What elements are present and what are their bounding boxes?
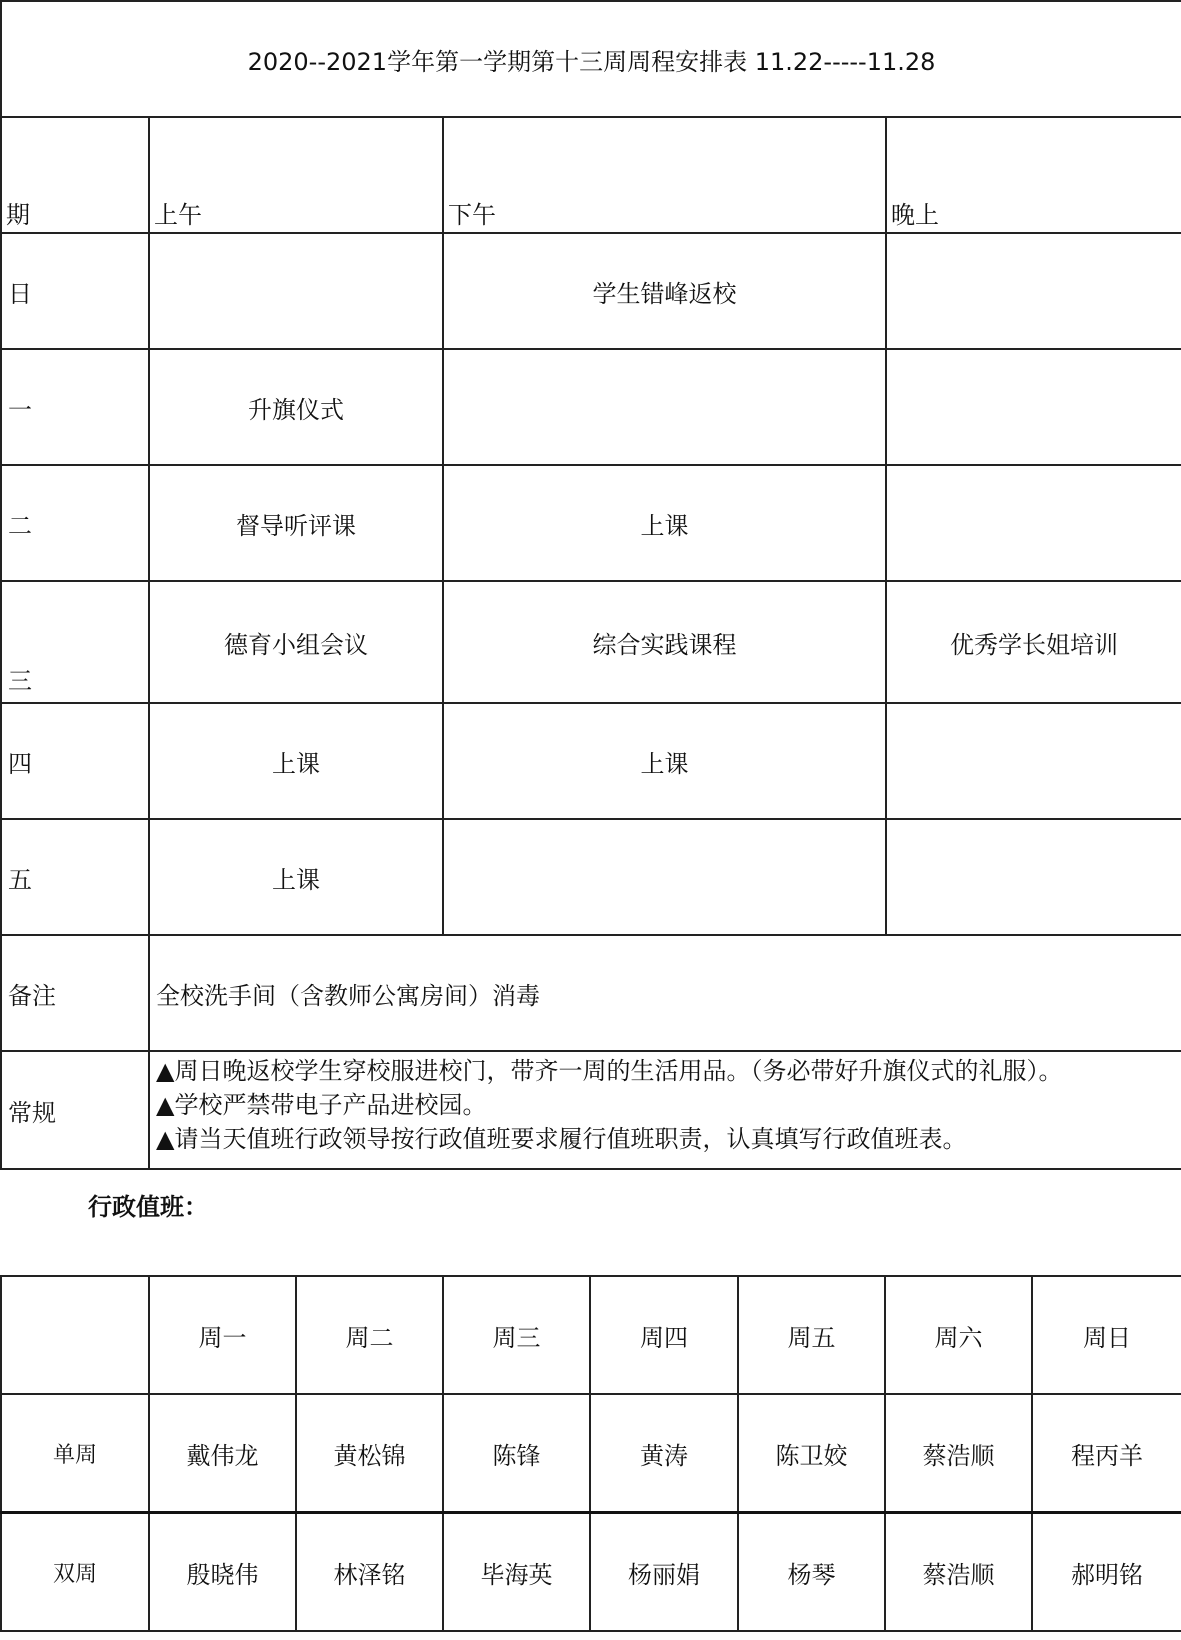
evening-event: [886, 233, 1181, 349]
morning-event: 升旗仪式: [149, 349, 443, 465]
day-row-wednesday: [1, 581, 1181, 703]
rule-item: ▲学校严禁带电子产品进校园。: [156, 1091, 487, 1119]
remarks-row: [1, 935, 1181, 1051]
rule-item: ▲请当天值班行政领导按行政值班要求履行值班职责，认真填写行政值班表。: [156, 1125, 967, 1153]
duty-name: 陈锋: [443, 1394, 590, 1513]
rules-row: [1, 1051, 1181, 1169]
weekday-header: 周五: [738, 1276, 885, 1394]
day-row-friday: [1, 819, 1181, 935]
day-label: 日: [1, 233, 149, 349]
evening-event: [886, 819, 1181, 935]
day-label: 一: [1, 349, 149, 465]
duty-name: 殷晓伟: [149, 1513, 296, 1632]
afternoon-event: [443, 349, 886, 465]
week-type-label: 双周: [1, 1513, 149, 1632]
column-header-row: [1, 117, 1181, 233]
duty-heading: 行政值班：: [88, 1193, 208, 1221]
remarks-label: 备注: [1, 935, 149, 1051]
weekday-header: 周日: [1032, 1276, 1181, 1394]
day-label: 四: [1, 703, 149, 819]
morning-event: 上课: [149, 819, 443, 935]
rule-item: ▲周日晚返校学生穿校服进校门，带齐一周的生活用品。（务必带好升旗仪式的礼服）。: [156, 1057, 1063, 1085]
weekday-header: 周二: [296, 1276, 443, 1394]
duty-name: 杨丽娟: [590, 1513, 738, 1632]
duty-header-row: [1, 1276, 1181, 1394]
morning-event: [149, 233, 443, 349]
odd-week-row: [1, 1394, 1181, 1513]
day-row-thursday: [1, 703, 1181, 819]
column-header-evening: 晚上: [886, 117, 1181, 233]
day-row-monday: [1, 349, 1181, 465]
afternoon-event: [443, 819, 886, 935]
weekday-header: 周一: [149, 1276, 296, 1394]
duty-name: 毕海英: [443, 1513, 590, 1632]
column-header-day: 期: [1, 117, 149, 233]
afternoon-event: 综合实践课程: [443, 581, 886, 703]
day-label: 三: [1, 581, 149, 703]
duty-name: 黄松锦: [296, 1394, 443, 1513]
evening-event: [886, 703, 1181, 819]
weekday-header: 周六: [885, 1276, 1032, 1394]
remarks-text: 全校洗手间（含教师公寓房间）消毒: [149, 935, 1181, 1051]
even-week-row: [1, 1513, 1181, 1632]
duty-name: 蔡浩顺: [885, 1513, 1032, 1632]
evening-event: 优秀学长姐培训: [886, 581, 1181, 703]
duty-corner-cell: [1, 1276, 149, 1394]
morning-event: 上课: [149, 703, 443, 819]
afternoon-event: 上课: [443, 465, 886, 581]
rules-list: [149, 1051, 1181, 1169]
afternoon-event: 学生错峰返校: [443, 233, 886, 349]
duty-roster-table: [0, 1275, 1181, 1632]
evening-event: [886, 465, 1181, 581]
weekday-header: 周四: [590, 1276, 738, 1394]
column-header-afternoon: 下午: [443, 117, 886, 233]
duty-name: 程丙羊: [1032, 1394, 1181, 1513]
day-label: 五: [1, 819, 149, 935]
duty-name: 郝明铭: [1032, 1513, 1181, 1632]
duty-name: 陈卫姣: [738, 1394, 885, 1513]
day-row-sunday: [1, 233, 1181, 349]
rules-label: 常规: [1, 1051, 149, 1169]
duty-name: 杨琴: [738, 1513, 885, 1632]
duty-name: 蔡浩顺: [885, 1394, 1032, 1513]
evening-event: [886, 349, 1181, 465]
afternoon-event: 上课: [443, 703, 886, 819]
duty-name: 林泽铭: [296, 1513, 443, 1632]
day-label: 二: [1, 465, 149, 581]
duty-name: 黄涛: [590, 1394, 738, 1513]
morning-event: 德育小组会议: [149, 581, 443, 703]
morning-event: 督导听评课: [149, 465, 443, 581]
duty-name: 戴伟龙: [149, 1394, 296, 1513]
day-row-tuesday: [1, 465, 1181, 581]
week-type-label: 单周: [1, 1394, 149, 1513]
column-header-morning: 上午: [149, 117, 443, 233]
weekday-header: 周三: [443, 1276, 590, 1394]
page-title: 2020--2021学年第一学期第十三周周程安排表 11.22-----11.28: [1, 1, 1181, 117]
